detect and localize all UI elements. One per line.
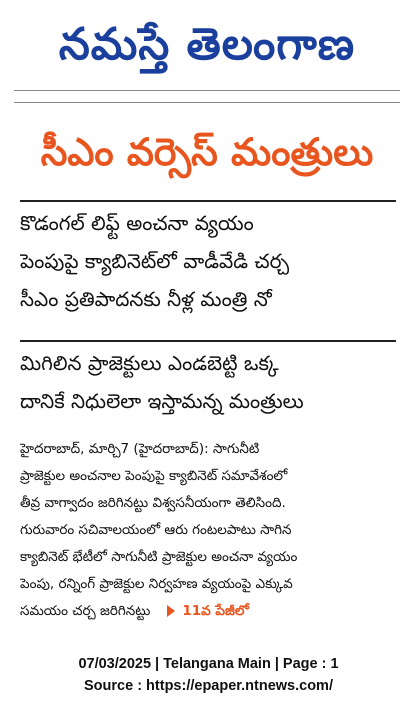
masthead-title: నమస్తే తెలంగాణ <box>58 19 356 70</box>
jump-label: 11వ పేజీలో <box>182 603 249 619</box>
body-line: హైదరాబాద్, మార్చి7 (హైదరాబాద్): సాగునీటి <box>20 441 260 457</box>
article-body <box>20 436 400 625</box>
body-line: గురువారం సచివాలయంలో ఆరు గంటలపాటు సాగిన <box>20 522 292 538</box>
deck-line: మిగిలిన ప్రాజెక్టులు ఎండబెట్టి ఒక్క <box>20 351 279 375</box>
body-line: ప్రాజెక్టుల అంచనాల పెంపుపై క్యాబినెట్ సమావేశంలో <box>20 468 288 484</box>
clipping-footer <box>0 653 417 697</box>
deck-line: దానికే నిధులెలా ఇస్తామన్న మంత్రులు <box>20 389 304 413</box>
footer-meta: 07/03/2025 | Telangana Main | Page : 1 <box>78 656 339 672</box>
deck-line: సీఎం ప్రతిపాదనకు నీళ్ల మంత్రి నో <box>20 287 272 311</box>
masthead-divider <box>14 90 400 91</box>
deck-top-rule <box>20 200 396 202</box>
newspaper-clipping <box>6 6 408 646</box>
body-line: పెంపు, రన్నింగ్ ప్రాజెక్టుల నిర్వహణ వ్యయంపై ఎక్కువ <box>20 576 293 592</box>
play-arrow-icon <box>167 605 175 617</box>
continued-jump-link[interactable] <box>167 603 249 619</box>
deck-line: కొడంగల్ లిఫ్ట్ అంచనా వ్యయం <box>20 211 254 235</box>
article-headline: సీఎం వర్సెస్ మంత్రులు <box>40 130 374 174</box>
body-line-last <box>20 598 400 625</box>
deck-divider <box>20 340 396 342</box>
deck-block-2 <box>20 344 396 420</box>
footer-source: Source : https://epaper.ntnews.com/ <box>84 678 333 694</box>
deck-line: పెంపుపై క్యాబినెట్‌లో వాడీవేడి చర్చ <box>20 249 290 273</box>
body-last-text: సమయం చర్చ జరిగినట్టు <box>20 603 151 619</box>
body-line: తీవ్ర వాగ్వాదం జరిగినట్టు విశ్వసనీయంగా తెలిసింది. <box>20 495 286 511</box>
masthead-divider-lower <box>14 102 400 103</box>
body-line: క్యాబినెట్ భేటీలో సాగునీటి ప్రాజెక్టుల అంచనా వ్యయం <box>20 549 298 565</box>
deck-block-1 <box>20 204 396 318</box>
